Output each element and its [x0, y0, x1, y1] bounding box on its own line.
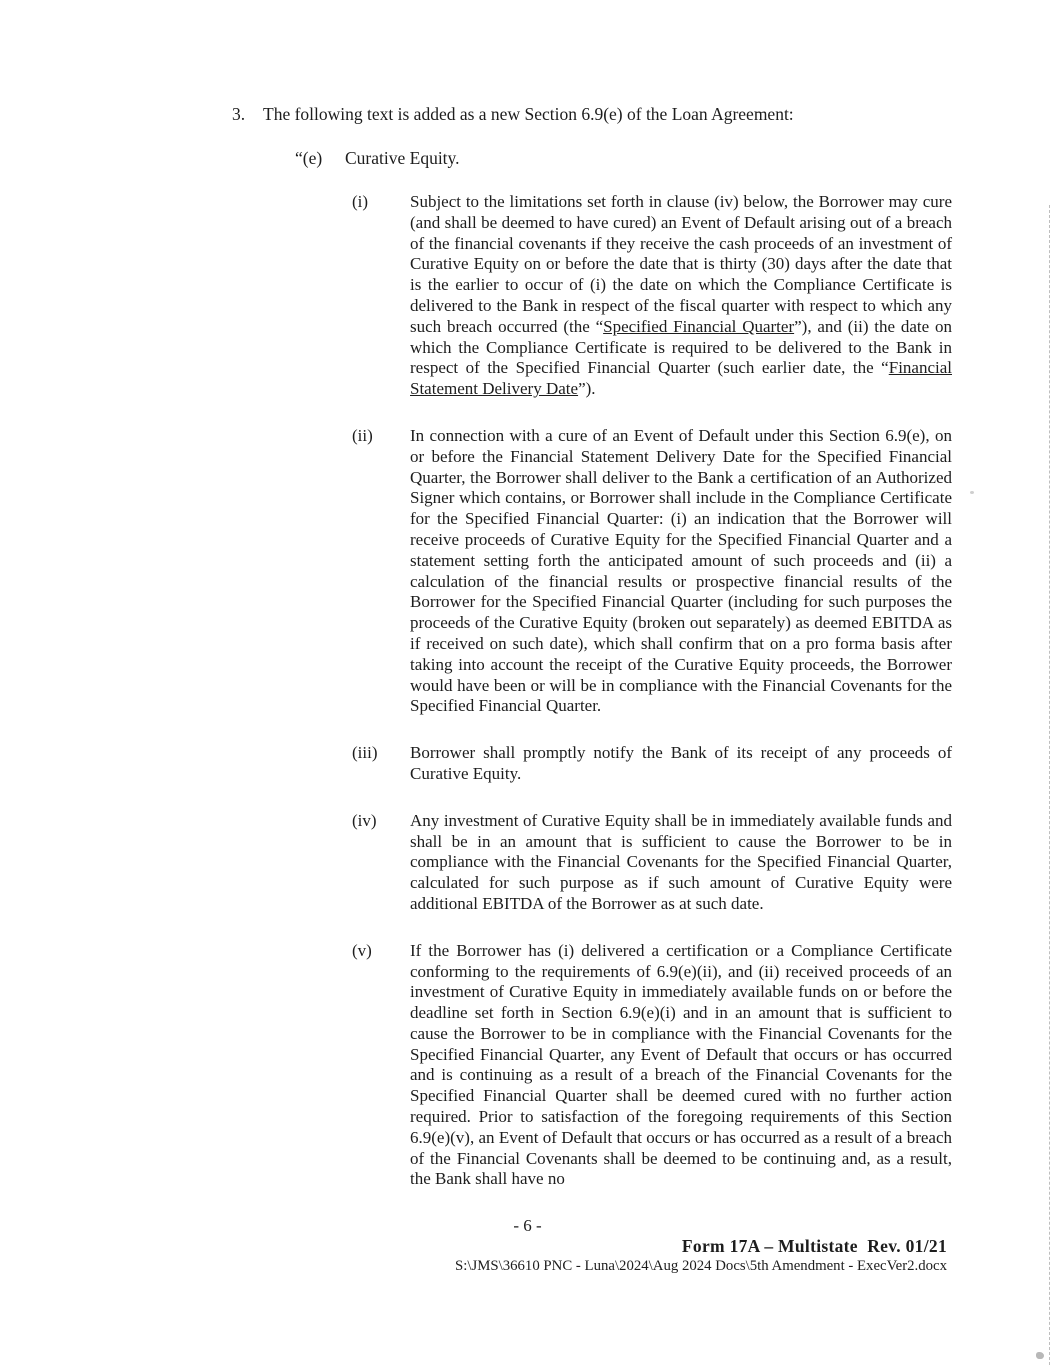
defined-term: Financial Statement Delivery Date	[410, 358, 952, 399]
footer-page-number: - 6 -	[513, 1216, 542, 1235]
footer-form-line: Form 17A – Multistate Rev. 01/21	[681, 1236, 947, 1256]
clause-text	[410, 811, 952, 915]
clause-label: (i)	[352, 192, 369, 211]
clause-label: (v)	[352, 940, 372, 960]
clause-text	[410, 192, 952, 400]
clause-segment: ”).	[578, 379, 596, 399]
subsection-label: “(e)	[295, 148, 323, 168]
clause-list	[352, 192, 952, 1216]
subsection-title: Curative Equity.	[345, 148, 460, 168]
clause-label: (iv)	[352, 810, 377, 830]
clause-segment: If the Borrower has (i) delivered a certification or a Compliance Certificate conforming to the requirements of 6.9(e)(ii), and (ii) received proceeds of an investment of Curative Equity in immediately available funds on or before the deadline set forth in Section 6.9(e)(i) and in an amount that is sufficient to cause the Borrower to be in compliance with the Financial Covenants for the Specified Financial Quarter, any Event of Default that occurs or has occurred and is continuing as a result of a breach of the Financial Covenants for the Specified Financial Quarter shall be deemed cured with no further action required. Prior to satisfaction of the foregoing requirements of this Section 6.9(e)(v), an Event of Default that occurs or has occurred as a result of a breach of the Financial Covenants shall be deemed to be continuing and, as a result, the Bank shall have no	[410, 940, 952, 1189]
clause-row	[352, 192, 952, 400]
clause-row	[352, 743, 952, 785]
clause-label: (ii)	[352, 425, 373, 445]
subsection-row	[295, 148, 460, 169]
section-intro-text: The following text is added as a new Section 6.9(e) of the Loan Agreement:	[263, 104, 794, 124]
clause-text	[410, 743, 952, 785]
clause-text	[410, 941, 952, 1191]
clause-text	[410, 426, 952, 717]
scan-artifact-line	[1049, 205, 1050, 1365]
footer-file-path: S:\JMS\36610 PNC - Luna\2024\Aug 2024 Docs\5th Amendment - ExecVer2.docx	[455, 1258, 947, 1274]
clause-segment: Subject to the limitations set forth in clause (iv) below, the Borrower may cure (and shall be deemed to have cured) an Event of Default arising out of a breach of the financial covenants if they receive the cash proceeds of an investment of Curative Equity on or before the date that is thirty (30) days after the date that is the earlier to occur of (i) the date on which the Compliance Certificate is delivered to the Bank in respect of the fiscal quarter with respect to which any such breach occurred (the “	[410, 192, 952, 336]
clause-segment: Borrower shall promptly notify the Bank of its receipt of any proceeds of Curative Equity.	[410, 743, 952, 783]
section-number: 3.	[232, 104, 246, 124]
clause-row	[352, 426, 952, 717]
clause-segment: ”), and (ii) the date on which the Compliance Certificate is required to be delivered to the Bank in respect of the Specified Financial Quarter (such earlier date, the “	[410, 316, 952, 378]
clause-segment: Any investment of Curative Equity shall be in immediately available funds and shall be in an amount that is sufficient to cause the Borrower to be in compliance with the Financial Covenants for the Specified Financial Quarter, calculated for such purpose as if such amount of Curative Equity were additional EBITDA of the Borrower as at such date.	[410, 810, 952, 913]
clause-label: (iii)	[352, 743, 378, 763]
clause-segment: In connection with a cure of an Event of Default under this Section 6.9(e), on or before the Financial Statement Delivery Date for the Specified Financial Quarter, the Borrower shall deliver to the Bank a certification of an Authorized Signer which contains, or Borrower shall include in the Compliance Certificate for the Specified Financial Quarter: (i) an indication that the Borrower will receive proceeds of Curative Equity for the Specified Financial Quarter and a statement setting forth the anticipated amount of such proceeds and (ii) a calculation of the financial results or prospective financial results of the Borrower for the Specified Financial Quarter (including for such purposes the proceeds of the Curative Equity (broken out separately) as deemed EBITDA as if received on such date), which shall confirm that on a pro forma basis after taking into account the receipt of the Curative Equity proceeds, the Borrower would have been or will be in compliance with the Financial Covenants for the Specified Financial Quarter.	[410, 425, 952, 716]
defined-term: Specified Financial Quarter	[603, 316, 795, 336]
clause-row	[352, 811, 952, 915]
scan-smudge	[1036, 1352, 1044, 1359]
scan-speck	[970, 491, 974, 494]
section-row	[232, 104, 794, 125]
clause-row	[352, 941, 952, 1191]
